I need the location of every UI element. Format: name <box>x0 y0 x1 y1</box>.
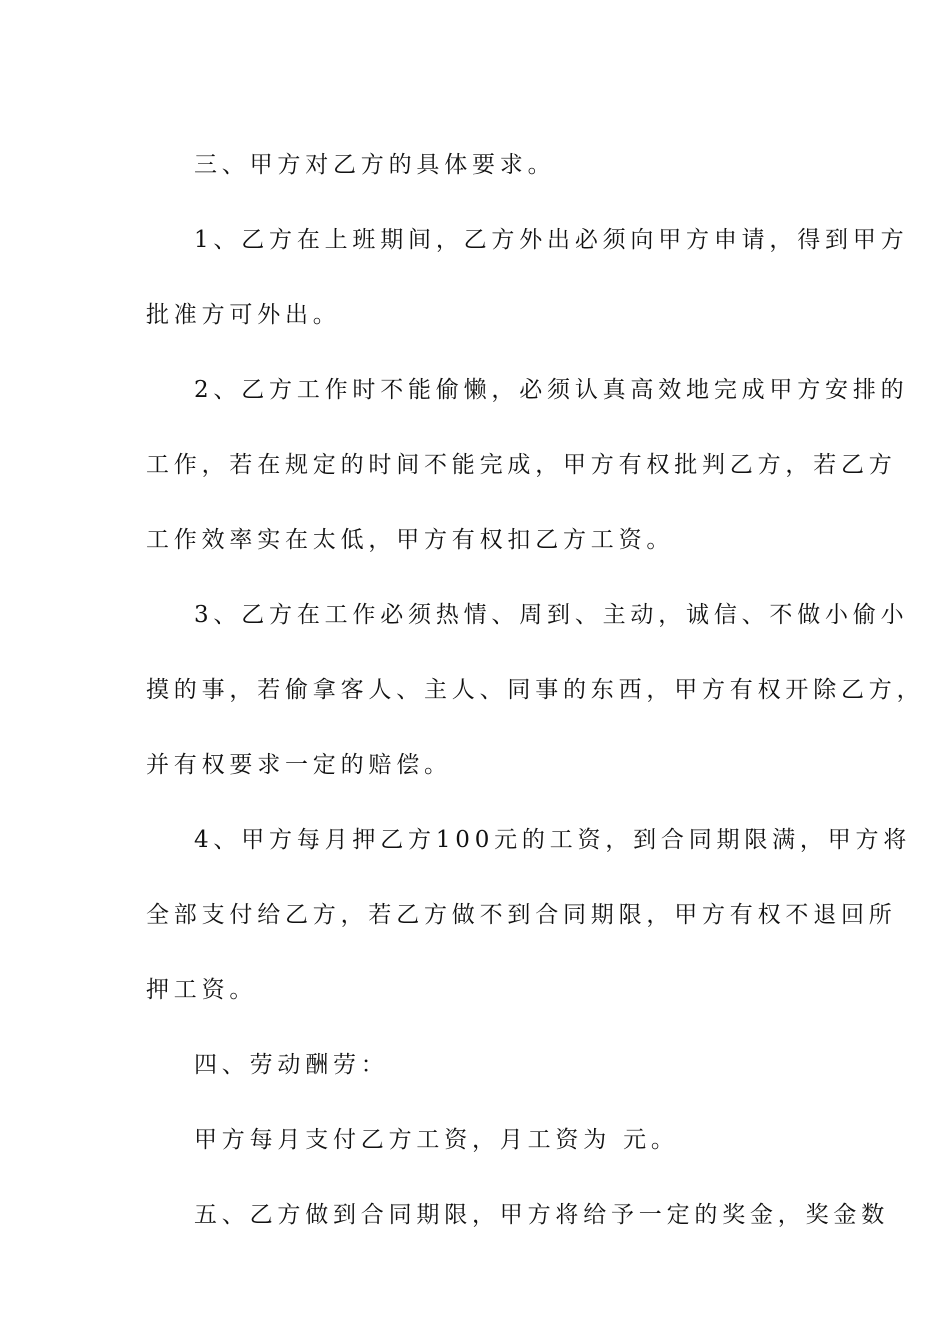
text-line: 三、甲方对乙方的具体要求。 <box>194 152 556 178</box>
section-heading-requirements <box>146 128 816 203</box>
clause-1 <box>146 203 909 353</box>
text-line: 2、乙方工作时不能偷懒，必须认真高效地完成甲方安排的 <box>194 377 909 403</box>
text-line: 4、甲方每月押乙方100元的工资，到合同期限满，甲方将 <box>194 827 912 853</box>
text-line: 五、乙方做到合同期限，甲方将给予一定的奖金，奖金数 <box>194 1202 889 1228</box>
document-body <box>146 128 925 1253</box>
text-line: 四、劳动酬劳： <box>194 1052 389 1078</box>
text-line: 1、乙方在上班期间，乙方外出必须向甲方申请，得到甲方 <box>194 227 909 253</box>
text-line: 全部支付给乙方，若乙方做不到合同期限，甲方有权不退回所 <box>146 902 897 928</box>
section-heading-remuneration <box>146 1028 816 1103</box>
text-line: 3、乙方在工作必须热情、周到、主动，诚信、不做小偷小 <box>194 602 909 628</box>
clause-3 <box>146 578 925 803</box>
text-line: 工作效率实在太低，甲方有权扣乙方工资。 <box>146 527 675 553</box>
section-heading-bonus <box>146 1178 889 1253</box>
text-line: 并有权要求一定的赔偿。 <box>146 752 452 778</box>
text-line: 甲方每月支付乙方工资，月工资为 元。 <box>194 1127 679 1153</box>
text-line: 批准方可外出。 <box>146 302 341 328</box>
text-line: 摸的事，若偷拿客人、主人、同事的东西，甲方有权开除乙方， <box>146 677 925 703</box>
text-line: 押工资。 <box>146 977 258 1003</box>
clause-4 <box>146 803 912 1028</box>
text-line: 工作，若在规定的时间不能完成，甲方有权批判乙方，若乙方 <box>146 452 897 478</box>
clause-2 <box>146 353 909 578</box>
salary-paragraph <box>146 1103 816 1178</box>
